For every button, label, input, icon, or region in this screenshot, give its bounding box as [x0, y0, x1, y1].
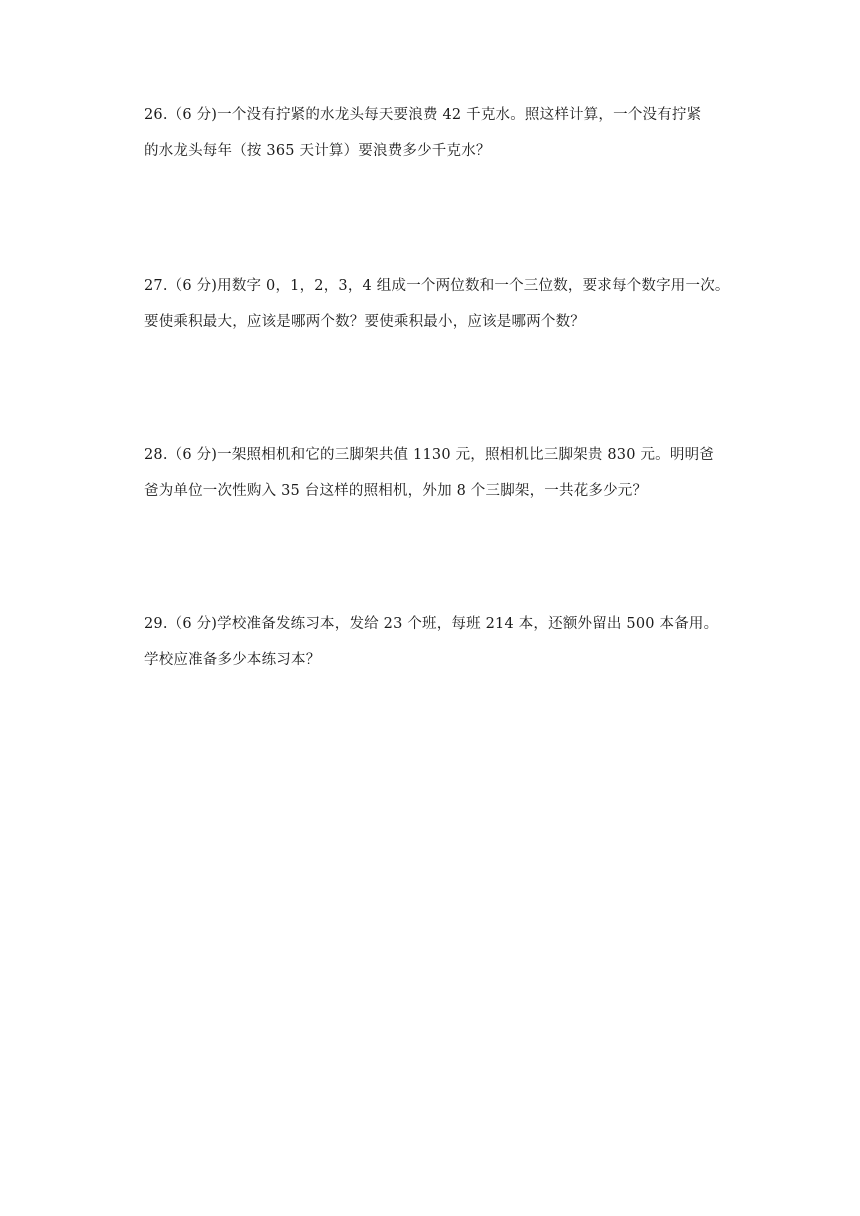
question-text-line: 学校应准备多少本练习本？	[144, 652, 321, 668]
question-29	[144, 615, 744, 669]
question-text-line: 爸为单位一次性购入 35 台这样的照相机，外加 8 个三脚架，一共花多少元？	[144, 483, 648, 499]
question-text-line: 的水龙头每年（按 365 天计算）要浪费多少千克水？	[144, 143, 491, 159]
question-28	[144, 446, 744, 500]
question-text-line: 29.（6 分)学校准备发练习本，发给 23 个班，每班 214 本，还额外留出 500 本备用。	[144, 616, 719, 632]
question-text-line: 要使乘积最大，应该是哪两个数？要使乘积最小，应该是哪两个数？	[144, 314, 585, 330]
question-26	[144, 106, 744, 160]
question-text-line: 28.（6 分)一架照相机和它的三脚架共值 1130 元，照相机比三脚架贵 830 元。明明爸	[144, 447, 714, 463]
question-text-line: 27.（6 分)用数字 0，1，2，3，4 组成一个两位数和一个三位数，要求每个数字用一次。	[144, 278, 730, 294]
question-27	[144, 277, 744, 331]
question-text-line: 26.（6 分)一个没有拧紧的水龙头每天要浪费 42 千克水。照这样计算，一个没有拧紧	[144, 107, 702, 123]
